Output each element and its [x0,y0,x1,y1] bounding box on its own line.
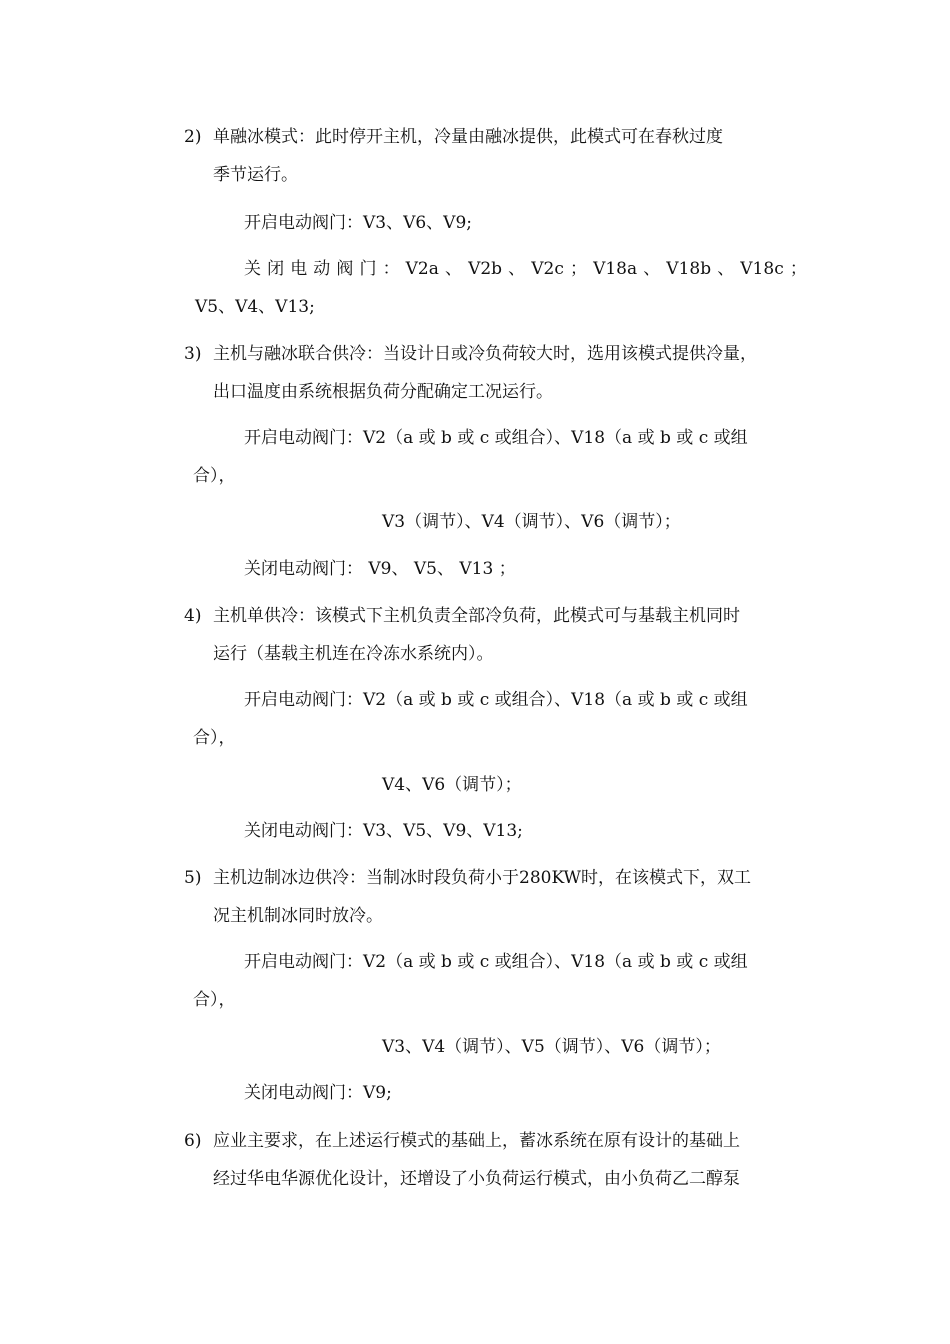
item-5-number: 5) [184,868,202,888]
item-3-open-valves-regulated: V3（调节）、V4（调节）、V6（调节）； [382,512,681,532]
item-2-close-valves [244,258,807,280]
item-4-line-1: 主机单供冷：该模式下主机负责全部冷负荷，此模式可与基载主机同时 [213,606,740,626]
close-valve-token: ： [382,259,400,279]
close-valve-token: 门 [359,259,377,279]
close-valve-token: V2b [468,259,503,279]
item-5-open-valves: 开启电动阀门：V2（a 或 b 或 c 或组合）、V18（a 或 b 或 c 或组 [244,952,748,972]
item-6-line-2: 经过华电华源优化设计，还增设了小负荷运行模式，由小负荷乙二醇泵 [213,1169,740,1189]
item-4-open-valves-cont: 合）， [193,728,236,748]
close-valve-token: 动 [313,259,331,279]
close-valve-token: ； [789,259,807,279]
close-valve-token: 、 [444,259,462,279]
item-4-open-valves: 开启电动阀门：V2（a 或 b 或 c 或组合）、V18（a 或 b 或 c 或组 [244,690,748,710]
item-5-open-valves-regulated: V3、V4（调节）、V5（调节）、V6（调节）； [382,1037,721,1057]
item-5-line-2: 况主机制冰同时放冷。 [213,906,383,926]
item-4-line-2: 运行（基载主机连在冷冻水系统内）。 [213,644,494,664]
item-2-close-valves-cont: V5、V4、V13; [195,297,315,317]
close-valve-token: V18c [740,259,784,279]
item-2-number: 2) [184,127,202,147]
close-valve-token: 关 [244,259,261,279]
item-3-open-valves: 开启电动阀门：V2（a 或 b 或 c 或组合）、V18（a 或 b 或 c 或组 [244,428,748,448]
item-4-close-valves: 关闭电动阀门：V3、V5、V9、V13; [244,821,523,841]
item-5-open-valves-cont: 合）， [193,990,236,1010]
close-valve-token: V2a [405,259,439,279]
close-valve-token: 电 [290,259,308,279]
item-3-number: 3) [184,344,202,364]
item-6-line-1: 应业主要求，在上述运行模式的基础上，蓄冰系统在原有设计的基础上 [213,1131,740,1151]
close-valve-token: 闭 [267,259,285,279]
item-6-number: 6) [184,1131,202,1151]
item-3-line-1: 主机与融冰联合供冷：当设计日或冷负荷较大时，选用该模式提供冷量， [213,344,757,364]
item-4-number: 4) [184,606,202,626]
item-3-open-valves-cont: 合）， [193,466,236,486]
close-valve-token: ； [569,259,587,279]
item-5-close-valves: 关闭电动阀门：V9; [244,1083,392,1103]
close-valve-token: V18a [593,259,638,279]
item-4-open-valves-regulated: V4、V6（调节）； [382,775,522,795]
item-2-line-2: 季节运行。 [213,165,298,185]
close-valve-token: 阀 [336,259,354,279]
close-valve-token: 、 [508,259,526,279]
item-3-line-2: 出口温度由系统根据负荷分配确定工况运行。 [213,382,553,402]
item-3-close-valves: 关闭电动阀门： V9、 V5、 V13 ； [244,559,516,579]
item-2-open-valves: 开启电动阀门：V3、V6、V9; [244,213,473,233]
close-valve-token: 、 [643,259,661,279]
close-valve-token: V18b [666,259,712,279]
close-valve-token: 、 [717,259,735,279]
close-valve-token: V2c [531,259,564,279]
item-5-line-1: 主机边制冰边供冷：当制冰时段负荷小于280KW时，在该模式下，双工 [213,868,752,888]
item-2-line-1: 单融冰模式：此时停开主机，冷量由融冰提供，此模式可在春秋过度 [213,127,723,147]
